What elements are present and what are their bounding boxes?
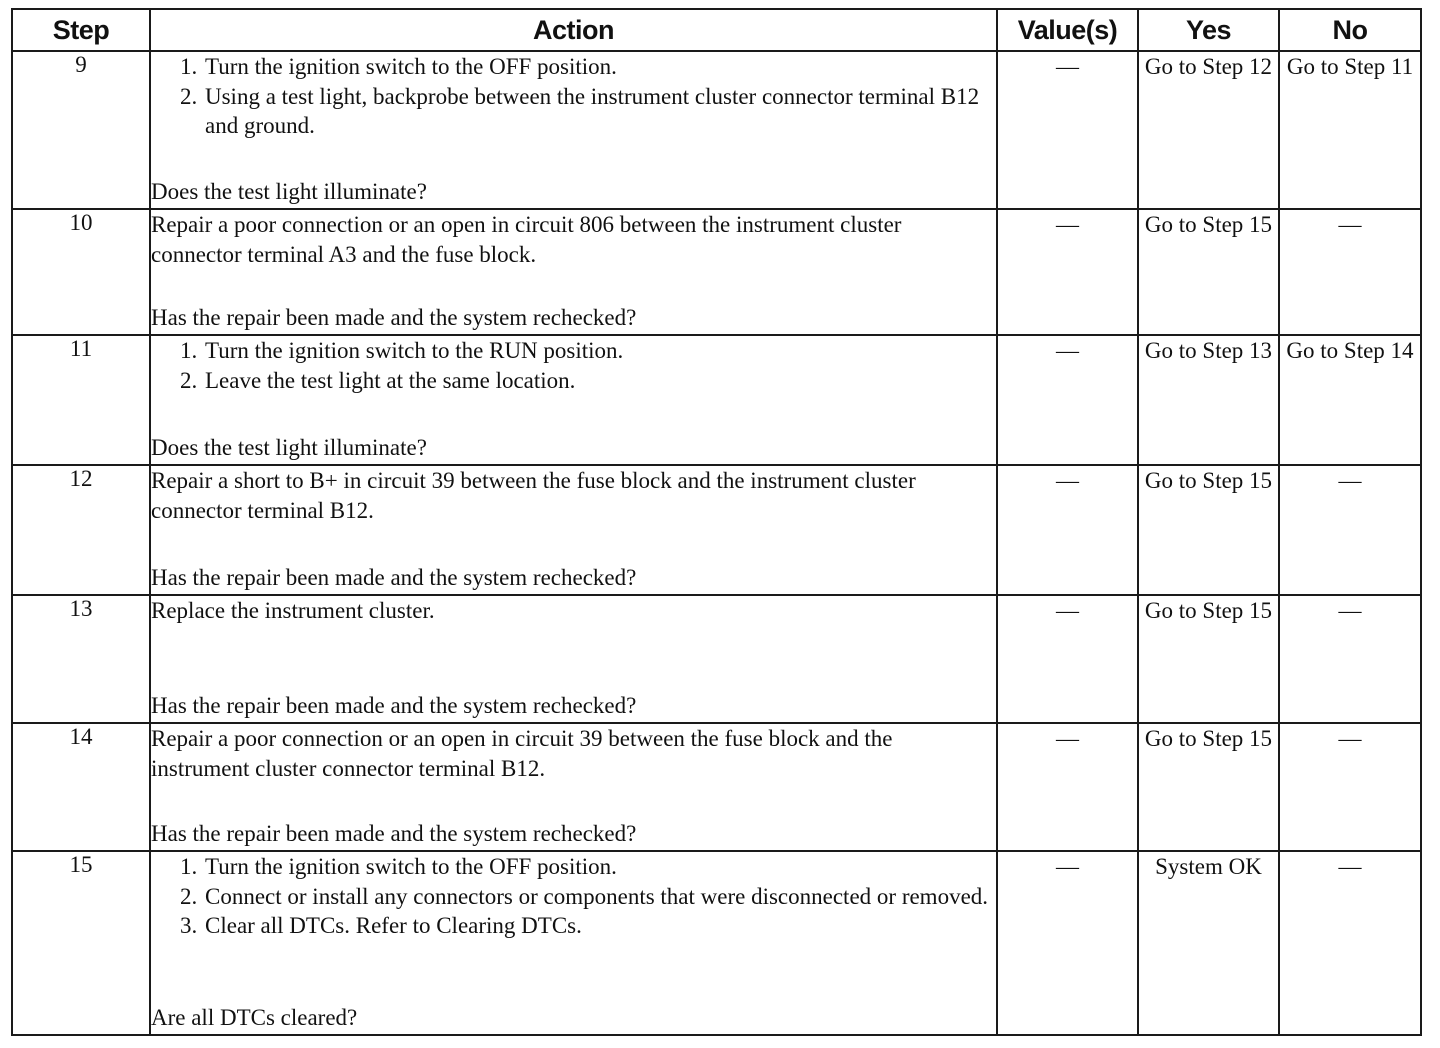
action-instructions: [151, 466, 996, 525]
action-text: Replace the instrument cluster.: [151, 598, 435, 623]
action-text: Repair a poor connection or an open in circuit 39 between the fuse block and the instrument cluster connector terminal B12.: [151, 726, 893, 781]
action-question: Has the repair been made and the system rechecked?: [151, 564, 637, 590]
action-cell: [150, 851, 997, 1035]
action-content: [151, 852, 996, 1034]
step-number: 10: [12, 209, 150, 335]
step-number: 14: [12, 723, 150, 851]
action-question: Has the repair been made and the system rechecked?: [151, 692, 637, 718]
header-values: Value(s): [997, 9, 1138, 51]
header-action: Action: [150, 9, 997, 51]
table-row: [12, 723, 1421, 851]
action-text: Repair a poor connection or an open in circuit 806 between the instrument cluster connector terminal A3 and the fuse block.: [151, 212, 902, 267]
step-number: 13: [12, 595, 150, 723]
no-cell: —: [1279, 851, 1421, 1035]
instruction-list: [151, 336, 996, 395]
action-content: [151, 596, 996, 722]
instruction-item: 2. Leave the test light at the same location.: [203, 366, 996, 396]
value-cell: —: [997, 335, 1138, 465]
action-text: Repair a short to B+ in circuit 39 between the fuse block and the instrument cluster connector terminal B12.: [151, 468, 916, 523]
action-cell: [150, 595, 997, 723]
diagnostic-table: [11, 8, 1422, 1036]
yes-cell: System OK: [1138, 851, 1279, 1035]
instruction-list: [151, 52, 996, 141]
action-question: Has the repair been made and the system rechecked?: [151, 304, 637, 330]
action-content: [151, 336, 996, 464]
yes-cell: Go to Step 15: [1138, 723, 1279, 851]
no-cell: —: [1279, 595, 1421, 723]
value-cell: —: [997, 723, 1138, 851]
action-question: Does the test light illuminate?: [151, 434, 427, 460]
no-cell: Go to Step 11: [1279, 51, 1421, 209]
step-number: 9: [12, 51, 150, 209]
no-cell: —: [1279, 209, 1421, 335]
header-step: Step: [12, 9, 150, 51]
table-header-row: [12, 9, 1421, 51]
action-instructions: [151, 336, 996, 395]
action-cell: [150, 335, 997, 465]
action-cell: [150, 465, 997, 595]
table-row: [12, 465, 1421, 595]
action-content: [151, 210, 996, 334]
value-cell: —: [997, 465, 1138, 595]
action-content: [151, 466, 996, 594]
yes-cell: Go to Step 12: [1138, 51, 1279, 209]
action-question: Has the repair been made and the system rechecked?: [151, 820, 637, 846]
action-content: [151, 52, 996, 208]
action-instructions: [151, 596, 996, 626]
table-row: [12, 209, 1421, 335]
table-row: [12, 595, 1421, 723]
instruction-item: 1. Turn the ignition switch to the OFF position.: [203, 852, 996, 882]
header-no: No: [1279, 9, 1421, 51]
instruction-item: 1. Turn the ignition switch to the OFF position.: [203, 52, 996, 82]
action-instructions: [151, 852, 996, 941]
yes-cell: Go to Step 15: [1138, 465, 1279, 595]
yes-cell: Go to Step 13: [1138, 335, 1279, 465]
no-cell: —: [1279, 723, 1421, 851]
value-cell: —: [997, 51, 1138, 209]
no-cell: Go to Step 14: [1279, 335, 1421, 465]
action-cell: [150, 51, 997, 209]
action-instructions: [151, 210, 996, 269]
value-cell: —: [997, 851, 1138, 1035]
step-number: 11: [12, 335, 150, 465]
table-row: [12, 335, 1421, 465]
yes-cell: Go to Step 15: [1138, 209, 1279, 335]
action-question: Does the test light illuminate?: [151, 178, 427, 204]
action-content: [151, 724, 996, 850]
step-number: 12: [12, 465, 150, 595]
action-instructions: [151, 52, 996, 141]
instruction-item: 2. Using a test light, backprobe between the instrument cluster connector terminal B12 and ground.: [203, 82, 996, 141]
value-cell: —: [997, 209, 1138, 335]
action-cell: [150, 209, 997, 335]
table-row: [12, 51, 1421, 209]
value-cell: —: [997, 595, 1138, 723]
instruction-list: [151, 852, 996, 941]
instruction-item: 2. Connect or install any connectors or components that were disconnected or removed.: [203, 882, 996, 912]
action-instructions: [151, 724, 996, 783]
instruction-item: 3. Clear all DTCs. Refer to Clearing DTCs.: [203, 911, 996, 941]
action-question: Are all DTCs cleared?: [151, 1004, 358, 1030]
step-number: 15: [12, 851, 150, 1035]
action-cell: [150, 723, 997, 851]
table-row: [12, 851, 1421, 1035]
header-yes: Yes: [1138, 9, 1279, 51]
yes-cell: Go to Step 15: [1138, 595, 1279, 723]
instruction-item: 1. Turn the ignition switch to the RUN position.: [203, 336, 996, 366]
no-cell: —: [1279, 465, 1421, 595]
